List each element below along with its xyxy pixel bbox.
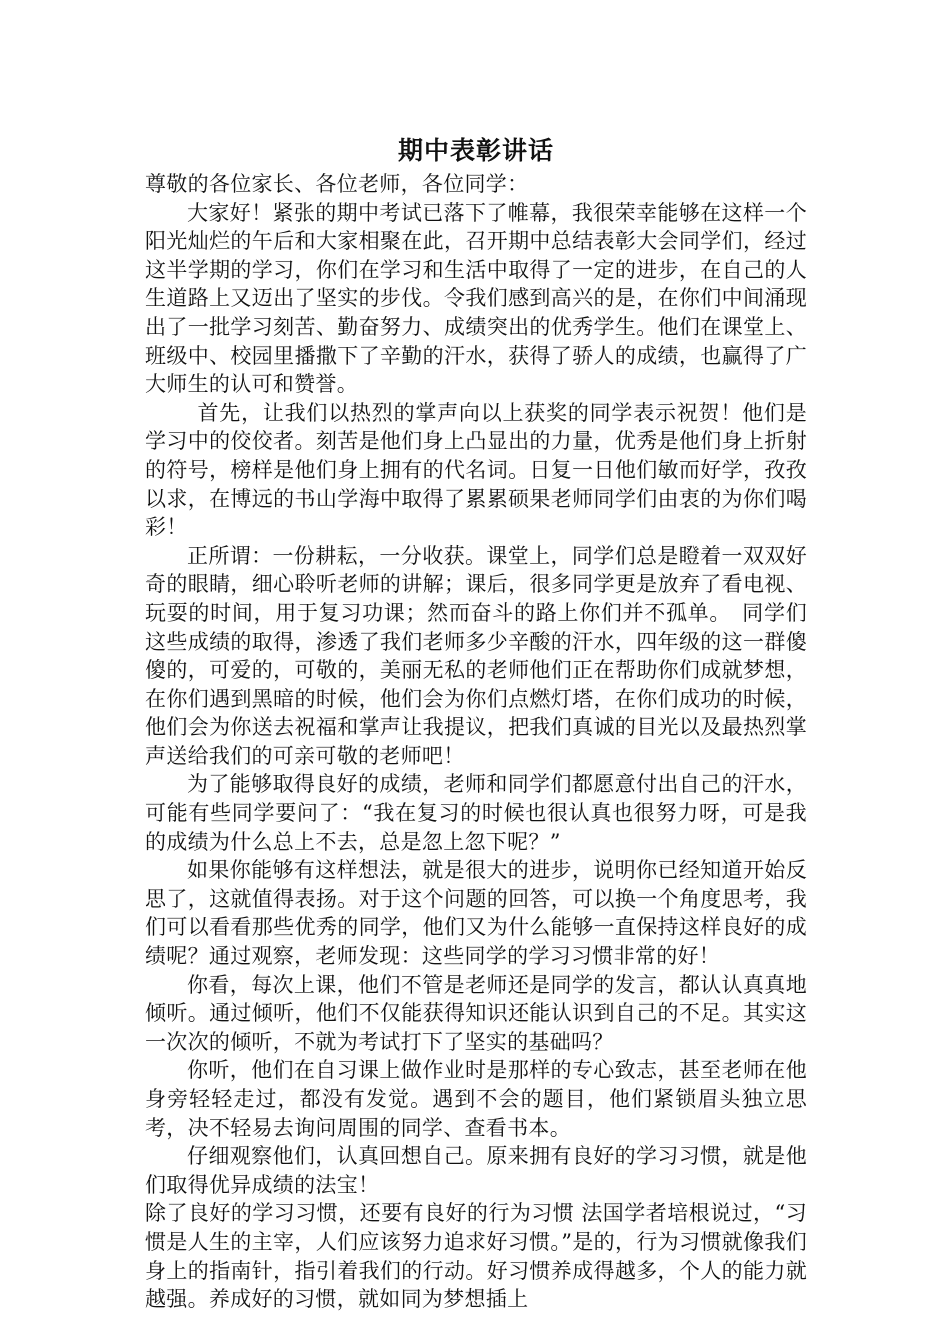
- paragraph-opening: 大家好！紧张的期中考试已落下了帷幕，我很荣幸能够在这样一个阳光灿烂的午后和大家相聚在此，召开期中总结表彰大会同学们，经过这半学期的学习，你们在学习和生活中取得了一定的进步，在自己的人生道路上又迈出了坚实的步伐。令我们感到高兴的是，在你们中间涌现出了一批学习刻苦、勤奋努力、成绩突出的优秀学生。他们在课堂上、班级中、校园里播撒下了辛勤的汗水，获得了骄人的成绩，也赢得了广大师生的认可和赞誉。: [145, 200, 807, 397]
- page-title: 期中表彰讲话: [397, 136, 554, 165]
- paragraph-behavior-habits: 除了良好的学习习惯，还要有良好的行为习惯 法国学者培根说过，“习惯是人生的主宰，人们应该努力追求好习惯。”是的，行为习惯就像我们身上的指南针，指引着我们的行动。好习惯养成得越多，个人的能力就越强。养成好的习惯，就如同为梦想插上: [145, 1201, 807, 1312]
- paragraph-focus: 你听，他们在自习课上做作业时是那样的专心致志，甚至老师在他身旁轻轻走过，都没有发觉。遇到不会的题目，他们紧锁眉头独立思考，决不轻易去询问周围的同学、查看书本。: [145, 1058, 807, 1140]
- paragraph-reflection: 如果你能够有这样想法，就是很大的进步，说明你已经知道开始反思了，这就值得表扬。对于这个问题的回答，可以换一个角度思考，我们可以看看那些优秀的同学，他们又为什么能够一直保持这样良好的成绩呢？通过观察，老师发现：这些同学的学习习惯非常的好！: [145, 858, 807, 969]
- paragraph-question: 为了能够取得良好的成绩，老师和同学们都愿意付出自己的汗水，可能有些同学要问了：“我在复习的时候也很认真也很努力呀，可是我的成绩为什么总上不去，总是忽上忽下呢？”: [145, 772, 807, 854]
- paragraph-congratulations: 首先，让我们以热烈的掌声向以上获奖的同学表示祝贺！他们是学习中的佼佼者。刻苦是他们身上凸显出的力量，优秀是他们身上折射的符号，榜样是他们身上拥有的代名词。日复一日他们敏而好学，孜孜以求，在博远的书山学海中取得了累累硕果老师同学们由衷的为你们喝彩！: [145, 400, 807, 540]
- document-body: [145, 130, 807, 1314]
- paragraph-hard-work: 正所谓：一份耕耘，一分收获。课堂上，同学们总是瞪着一双双好奇的眼睛，细心聆听老师的讲解；课后，很多同学更是放弃了看电视、玩耍的时间，用于复习功课；然而奋斗的路上你们并不孤单。 同学们这些成绩的取得，渗透了我们老师多少辛酸的汗水，四年级的这一群傻傻的，可爱的，可敬的，美丽无私的老师他们正在帮助你们成就梦想，在你们遇到黑暗的时候，他们会为你们点燃灯塔，在你们成功的时候，他们会为你送去祝福和掌声让我提议，把我们真诚的目光以及最热烈掌声送给我们的可亲可敬的老师吧！: [145, 543, 807, 768]
- paragraph-study-habits: 仔细观察他们，认真回想自己。原来拥有良好的学习习惯，就是他们取得优异成绩的法宝！: [145, 1144, 807, 1197]
- greeting-line: 尊敬的各位家长、各位老师，各位同学：: [145, 172, 529, 196]
- paragraph-listening: 你看，每次上课，他们不管是老师还是同学的发言，都认认真真地倾听。通过倾听，他们不仅能获得知识还能认识到自己的不足。其实这一次次的倾听，不就为考试打下了坚实的基础吗？: [145, 972, 807, 1054]
